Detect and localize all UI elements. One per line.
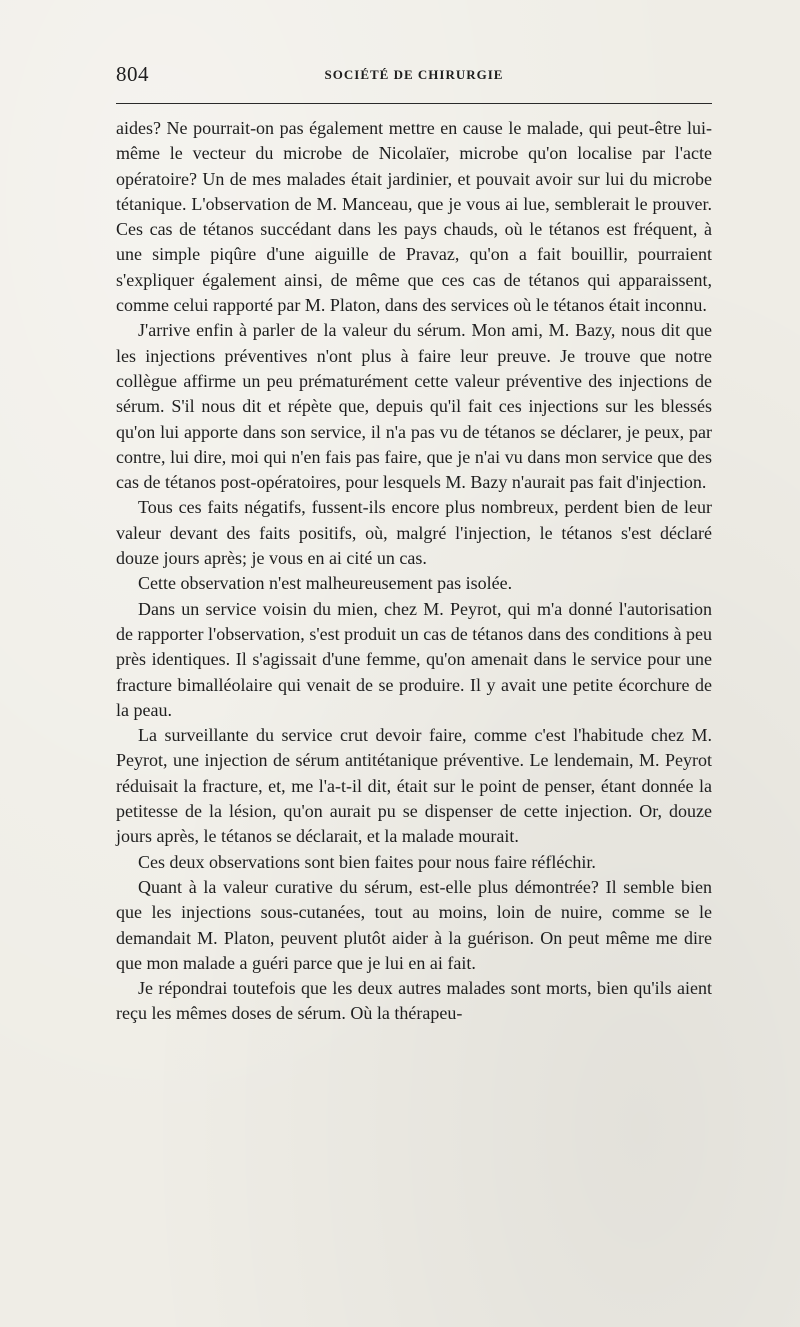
paragraph-5: Dans un service voisin du mien, chez M. Peyrot, qui m'a donné l'autorisation de rapporter l'observation, s'est produit un cas de tétanos dans des conditions à peu près identiques. Il s'agissait d'une femme, qu'on amenait dans le service pour une fracture bimalléolaire qui venait de se produire. Il y avait une petite écorchure de la peau.: [116, 598, 712, 720]
paragraph-4: Cette observation n'est malheureusement pas isolée.: [138, 573, 513, 594]
page-number: 804: [116, 62, 149, 86]
paragraph-3: Tous ces faits négatifs, fussent-ils encore plus nombreux, perdent bien de leur valeur devant des faits positifs, où, malgré l'injection, le tétanos s'est déclaré douze jours après; je vous en ai cité un cas.: [116, 497, 712, 569]
running-header: [116, 62, 712, 90]
header-rule: [116, 103, 712, 104]
paragraph-2: J'arrive enfin à parler de la valeur du sérum. Mon ami, M. Bazy, nous dit que les injections préventives n'ont plus à faire leur preuve. Je trouve que notre collègue affirme un peu prématurément cette valeur préventive des injections de sérum. S'il nous dit et répète que, depuis qu'il fait ces injections sur les blessés qu'on lui apporte dans son service, il n'a pas vu de tétanos se déclarer, je peux, par contre, lui dire, moi qui n'en fais pas faire, que je n'ai vu dans mon service que des cas de tétanos post-opératoires, pour lesquels M. Bazy n'aurait pas fait d'injection.: [116, 320, 712, 493]
paragraph-6: La surveillante du service crut devoir faire, comme c'est l'habitude chez M. Peyrot, une injection de sérum antitétanique préventive. Le lendemain, M. Peyrot réduisait la fracture, et, me l'a-t-il dit, était sur le point de penser, étant donnée la petitesse de la lésion, qu'on aurait pu se dispenser de cette injection. Or, douze jours après, le tétanos se déclarait, et la malade mourait.: [116, 725, 712, 847]
paragraph-8: Quant à la valeur curative du sérum, est-elle plus démontrée? Il semble bien que les injections sous-cutanées, tout au moins, loin de nuire, comme se le demandait M. Platon, peuvent plutôt aider à la guérison. On peut même me dire que mon malade a guéri parce que je lui en ai fait.: [116, 876, 712, 973]
running-title: SOCIÉTÉ DE CHIRURGIE: [324, 67, 504, 82]
paragraph-9: Je répondrai toutefois que les deux autres malades sont morts, bien qu'ils aient reçu les mêmes doses de sérum. Où la thérapeu-: [116, 978, 712, 1024]
body-text: [116, 116, 712, 1027]
paragraph-1: aides? Ne pourrait-on pas également mettre en cause le malade, qui peut-être lui-même le vecteur du microbe de Nicolaïer, microbe qu'on localise par l'acte opératoire? Un de mes malades était jardinier, et pouvait avoir sur lui du microbe tétanique. L'observation de M. Manceau, que je vous ai lue, semblerait le prouver. Ces cas de tétanos succédant dans les pays chauds, où le tétanos est fréquent, à une simple piqûre d'une aiguille de Pravaz, qu'on a fait bouillir, pourraient s'expliquer également ainsi, de même que ces cas de tétanos qui apparaissent, comme celui rapporté par M. Platon, dans des services où le tétanos était inconnu.: [116, 118, 712, 316]
paragraph-7: Ces deux observations sont bien faites pour nous faire réfléchir.: [138, 851, 596, 872]
